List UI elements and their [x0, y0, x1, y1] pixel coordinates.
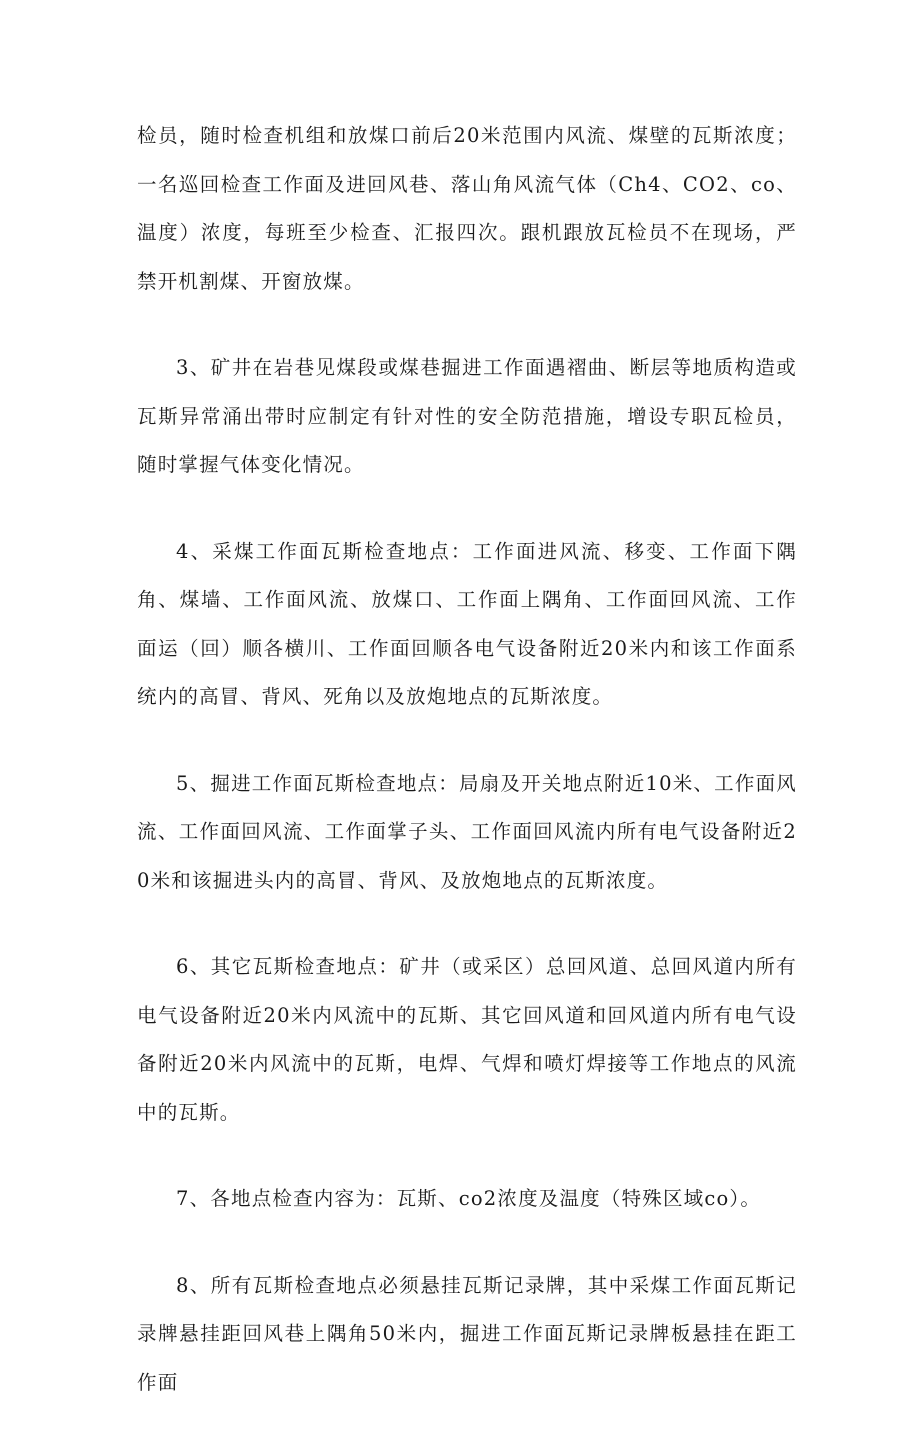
paragraph-item-4: 4、采煤工作面瓦斯检查地点：工作面进风流、移变、工作面下隅角、煤墙、工作面风流、放煤口、工作面上隅角、工作面回风流、工作面运（回）顺各横川、工作面回顺各电气设备附近20米内和该工作面系统内的高冒、背风、死角以及放炮地点的瓦斯浓度。	[137, 539, 797, 708]
paragraph-item-5: 5、掘进工作面瓦斯检查地点：局扇及开关地点附近10米、工作面风流、工作面回风流、工作面掌子头、工作面回风流内所有电气设备附近20米和该掘进头内的高冒、背风、及放炮地点的瓦斯浓度。	[137, 771, 797, 892]
paragraph-item-3: 3、矿井在岩巷见煤段或煤巷掘进工作面遇褶曲、断层等地质构造或瓦斯异常涌出带时应制定有针对性的安全防范措施，增设专职瓦检员，随时掌握气体变化情况。	[137, 356, 797, 476]
paragraph-continuation: 检员，随时检查机组和放煤口前后20米范围内风流、煤壁的瓦斯浓度；一名巡回检查工作面及进回风巷、落山角风流气体（Ch4、CO2、co、温度）浓度，每班至少检查、汇报四次。跟机跟放瓦检员不在现场，严禁开机割煤、开窗放煤。	[137, 124, 797, 293]
paragraph-item-7: 7、各地点检查内容为：瓦斯、co2浓度及温度（特殊区域co）。	[176, 1187, 762, 1210]
paragraph-item-6: 6、其它瓦斯检查地点：矿井（或采区）总回风道、总回风道内所有电气设备附近20米内风流中的瓦斯、其它回风道和回风道内所有电气设备附近20米内风流中的瓦斯，电焊、气焊和喷灯焊接等工作地点的风流中的瓦斯。	[137, 955, 797, 1124]
document-page	[137, 112, 797, 1445]
paragraph-item-8: 8、所有瓦斯检查地点必须悬挂瓦斯记录牌，其中采煤工作面瓦斯记录牌悬挂距回风巷上隅角50米内，掘进工作面瓦斯记录牌板悬挂在距工作面	[137, 1273, 797, 1394]
